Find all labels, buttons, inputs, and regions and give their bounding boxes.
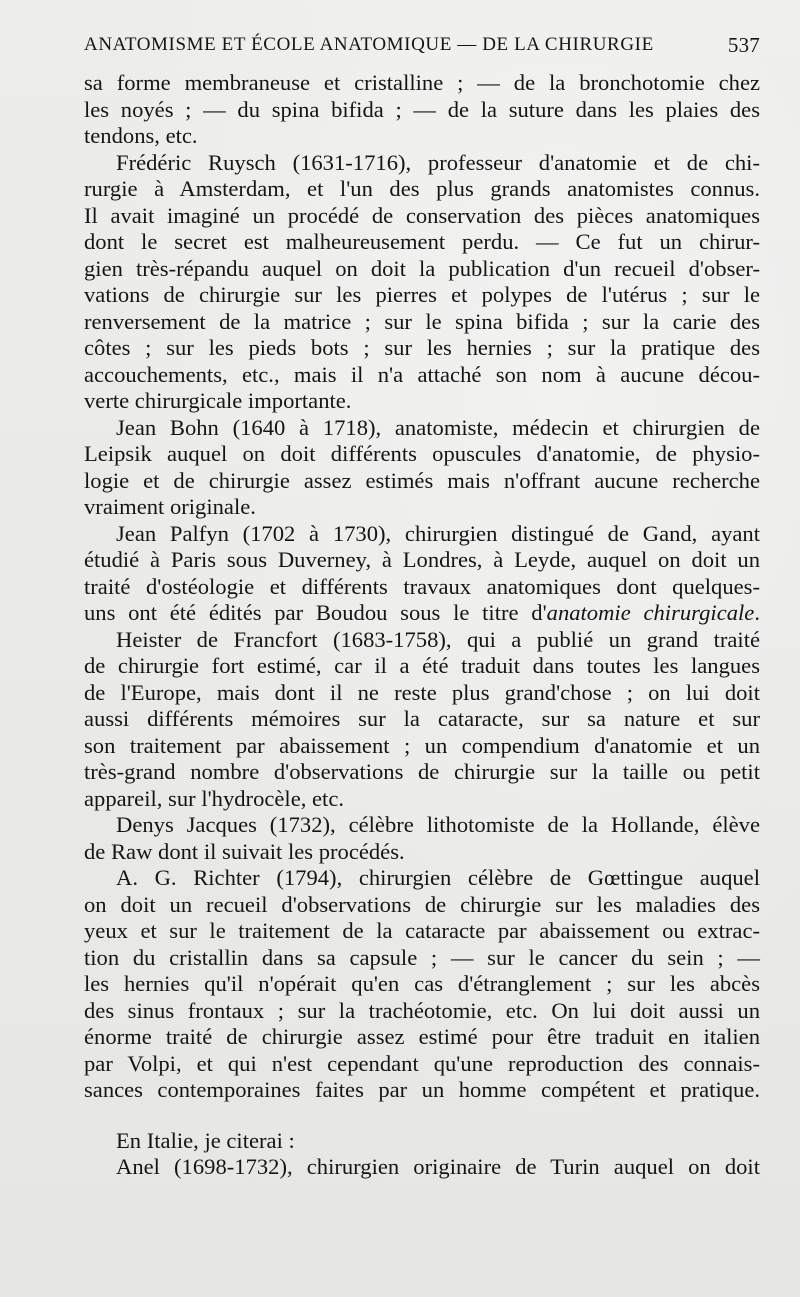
text-line [84, 176, 760, 203]
text-line [84, 203, 760, 230]
text-line [84, 123, 760, 150]
text-line [84, 680, 760, 707]
text-line [84, 839, 760, 866]
text-line [84, 97, 760, 124]
text-line-content: Heister de Francfort (1683-1758), qui a publié un grand traité [116, 626, 760, 652]
text-line-content: de chirurgie fort estimé, car il a été traduit dans toutes les langues [84, 653, 760, 678]
text-line-content: En Italie, je citerai : [116, 1127, 295, 1153]
text-line [84, 335, 760, 362]
text-line [84, 256, 760, 283]
text-line [84, 1077, 760, 1104]
text-line-content: Anel (1698-1732), chirurgien originaire de Turin auquel on doit [116, 1154, 760, 1179]
text-line [84, 627, 760, 654]
text-line-content: Denys Jacques (1732), célèbre lithotomiste de la Hollande, élève [116, 812, 760, 837]
text-line-content: logie et de chirurgie assez estimés mais n'offrant aucune recherche [84, 467, 760, 493]
text-line [84, 812, 760, 839]
text-line-content: renversement de la matrice ; sur le spina bifida ; sur la carie des [84, 308, 760, 334]
text-line [84, 309, 760, 336]
text-line [84, 415, 760, 442]
text-line [84, 494, 760, 521]
text-line [84, 388, 760, 415]
text-line-content: les hernies qu'il n'opérait qu'en cas d'étranglement ; sur les abcès [84, 971, 760, 996]
text-line-content: tendons, etc. [84, 123, 198, 148]
text-line-content: traité d'ostéologie et différents travaux anatomiques dont quelques- [84, 573, 760, 599]
text-line [84, 521, 760, 548]
text-line [84, 1128, 760, 1155]
text-line-content: étudié à Paris sous Duverney, à Londres, à Leyde, auquel on doit un [84, 547, 760, 572]
text-line-content: dont le secret est malheureusement perdu. — Ce fut un chirur- [84, 229, 760, 254]
text-line [84, 1051, 760, 1078]
text-line [84, 706, 760, 733]
text-line-content: très-grand nombre d'observations de chirurgie sur la taille ou petit [84, 759, 760, 784]
text-line [84, 600, 760, 627]
paragraph-gap [84, 1104, 760, 1128]
text-line-content: des sinus frontaux ; sur la trachéotomie, etc. On lui doit aussi un [84, 997, 760, 1023]
text-line-content: vraiment originale. [84, 494, 256, 519]
text-line-content: de l'Europe, mais dont il ne reste plus grand'chose ; on lui doit [84, 679, 760, 705]
text-line-content: A. G. Richter (1794), chirurgien célèbre de Gœttingue auquel [116, 865, 760, 890]
text-line [84, 892, 760, 919]
text-line-content: de Raw dont il suivait les procédés. [84, 838, 405, 864]
running-title: ANATOMISME ET ÉCOLE ANATOMIQUE — DE LA CHIRURGIE [84, 34, 654, 55]
italic-title: anatomie chirurgicale [546, 600, 755, 625]
text-line-content: Leipsik auquel on doit différents opuscules d'anatomie, de physio- [84, 441, 760, 466]
text-line [84, 865, 760, 892]
text-line-content: énorme traité de chirurgie assez estimé pour être traduit en italien [84, 1024, 760, 1049]
text-line-content: accouchements, etc., mais il n'a attaché son nom à aucune décou- [84, 361, 760, 387]
text-line-content: yeux et sur le traitement de la cataracte par abaissement ou extrac- [84, 918, 760, 943]
text-line-content: côtes ; sur les pieds bots ; sur les hernies ; sur la pratique des [84, 335, 760, 360]
text-line [84, 441, 760, 468]
text-line [84, 362, 760, 389]
text-line-content: on doit un recueil d'observations de chirurgie sur les maladies des [84, 891, 760, 917]
text-line [84, 70, 760, 97]
text-line [84, 1154, 760, 1181]
text-line [84, 786, 760, 813]
text-line-content: Frédéric Ruysch (1631-1716), professeur d'anatomie et de chi- [116, 149, 760, 175]
text-line-tail: . [754, 600, 760, 625]
text-line [84, 918, 760, 945]
text-line [84, 998, 760, 1025]
text-line-content: Jean Palfyn (1702 à 1730), chirurgien distingué de Gand, ayant [116, 520, 760, 546]
text-line-content: aussi différents mémoires sur la cataracte, sur sa nature et sur [84, 706, 760, 731]
body-text [84, 70, 760, 1181]
text-line [84, 574, 760, 601]
text-line-content: rurgie à Amsterdam, et l'un des plus grands anatomistes connus. [84, 176, 760, 201]
text-line-content: tion du cristallin dans sa capsule ; — sur le cancer du sein ; — [84, 944, 760, 970]
text-line-content: verte chirurgicale importante. [84, 388, 352, 413]
text-line [84, 945, 760, 972]
page-number: 537 [727, 32, 760, 57]
text-line-content: les noyés ; — du spina bifida ; — de la suture dans les plaies des [84, 96, 760, 122]
text-line-content: son traitement par abaissement ; un compendium d'anatomie et un [84, 732, 760, 758]
text-line-content: gien très-répandu auquel on doit la publication d'un recueil d'obser- [84, 255, 760, 281]
text-line-content: par Volpi, et qui n'est cependant qu'une reproduction des connais- [84, 1050, 760, 1076]
text-line-content: sa forme membraneuse et cristalline ; — de la bronchotomie chez [84, 70, 760, 95]
text-line-content: sances contemporaines faites par un homme compétent et pratique. [84, 1077, 760, 1102]
text-line [84, 971, 760, 998]
text-line-content: vations de chirurgie sur les pierres et polypes de l'utérus ; sur le [84, 282, 760, 307]
text-line [84, 150, 760, 177]
text-line [84, 282, 760, 309]
text-line-content: appareil, sur l'hydrocèle, etc. [84, 785, 345, 811]
text-line-content: Il avait imaginé un procédé de conservation des pièces anatomiques [84, 202, 760, 228]
text-line-content: uns ont été édités par Boudou sous le titre d' [84, 600, 547, 625]
text-line [84, 759, 760, 786]
text-line [84, 229, 760, 256]
text-line [84, 653, 760, 680]
text-line [84, 733, 760, 760]
text-line-content: Jean Bohn (1640 à 1718), anatomiste, médecin et chirurgien de [116, 414, 760, 440]
running-header [84, 30, 760, 60]
text-line [84, 468, 760, 495]
text-line [84, 547, 760, 574]
text-line [84, 1024, 760, 1051]
